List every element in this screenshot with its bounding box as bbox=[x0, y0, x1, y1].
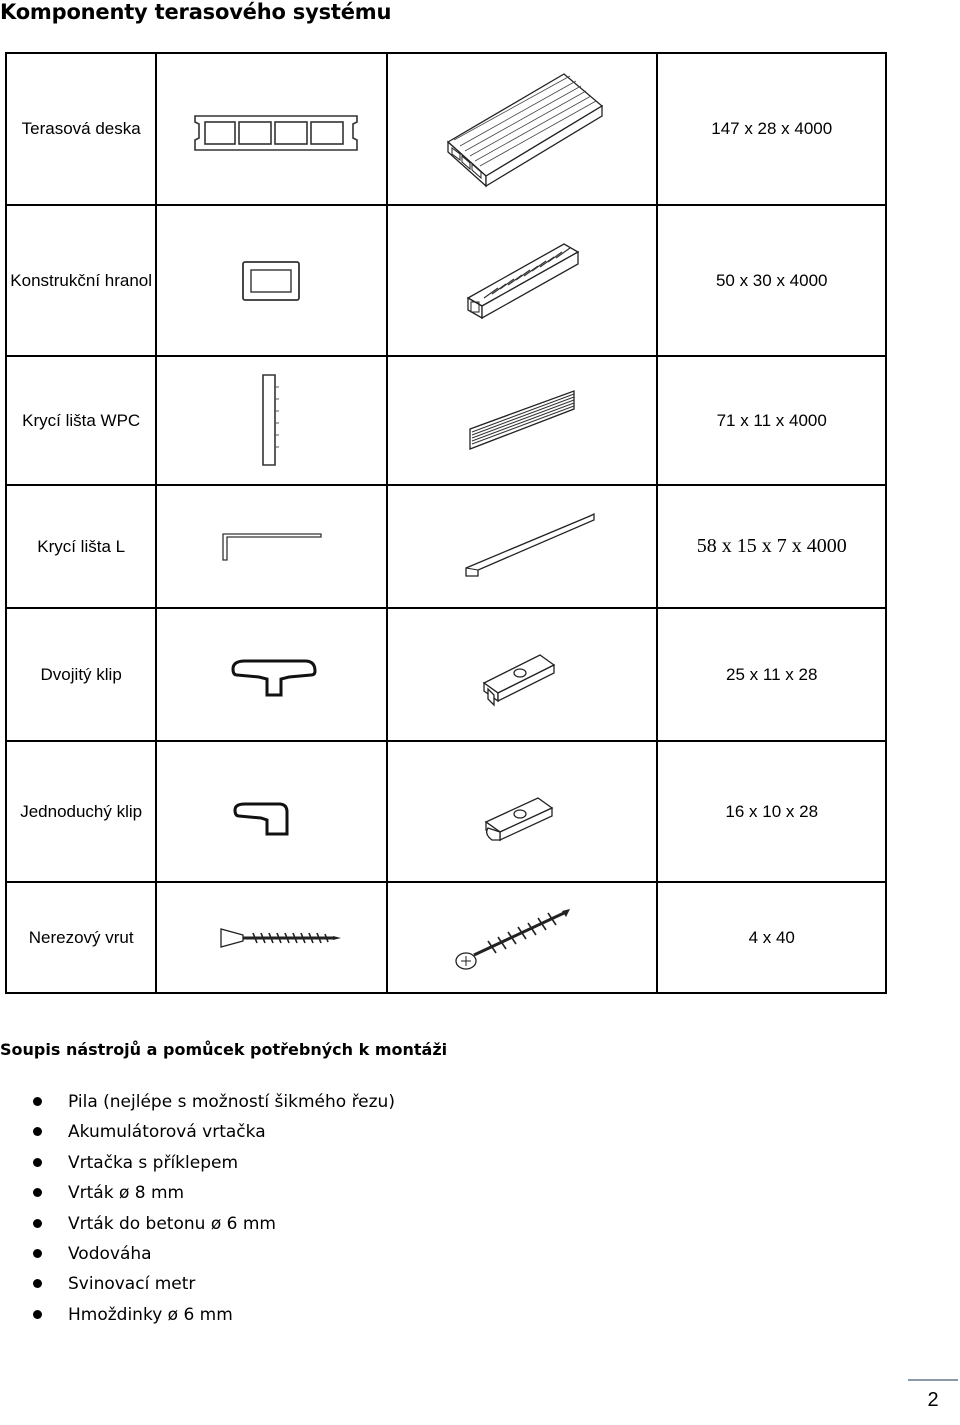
bullet-icon bbox=[33, 1158, 42, 1167]
page-number-box bbox=[908, 1379, 958, 1423]
bullet-icon bbox=[33, 1127, 42, 1136]
component-dimensions: 58 x 15 x 7 x 4000 bbox=[657, 485, 886, 608]
table-row bbox=[6, 205, 886, 356]
list-item-text: Hmoždinky ø 6 mm bbox=[68, 1304, 233, 1325]
component-dimensions: 71 x 11 x 4000 bbox=[657, 356, 886, 485]
component-dimensions: 147 x 28 x 4000 bbox=[657, 53, 886, 205]
double-clip-profile-icon bbox=[156, 608, 387, 741]
joist-icon bbox=[387, 205, 658, 356]
bullet-icon bbox=[33, 1279, 42, 1288]
component-name: Krycí lišta L bbox=[6, 485, 156, 608]
tools-section-title: Soupis nástrojů a pomůcek potřebných k montáži bbox=[0, 1040, 448, 1059]
cover-strip-icon bbox=[387, 356, 658, 485]
table-row bbox=[6, 485, 886, 608]
component-name: Konstrukční hranol bbox=[6, 205, 156, 356]
list-item-text: Akumulátorová vrtačka bbox=[68, 1122, 266, 1143]
component-name: Jednoduchý klip bbox=[6, 741, 156, 882]
table-row bbox=[6, 356, 886, 485]
joist-profile-icon bbox=[156, 205, 387, 356]
component-dimensions: 16 x 10 x 28 bbox=[657, 741, 886, 882]
list-item bbox=[0, 1240, 395, 1270]
list-item bbox=[0, 1088, 395, 1118]
bullet-icon bbox=[33, 1310, 42, 1319]
l-strip-icon bbox=[387, 485, 658, 608]
double-clip-icon bbox=[387, 608, 658, 741]
bullet-icon bbox=[33, 1249, 42, 1258]
list-item-text: Vodováha bbox=[68, 1243, 152, 1264]
list-item bbox=[0, 1179, 395, 1209]
bullet-icon bbox=[33, 1219, 42, 1228]
table-row bbox=[6, 741, 886, 882]
list-item bbox=[0, 1149, 395, 1179]
deck-board-icon bbox=[387, 53, 658, 205]
component-dimensions: 4 x 40 bbox=[657, 882, 886, 993]
tools-list bbox=[0, 1088, 395, 1331]
list-item-text: Vrtačka s příklepem bbox=[68, 1152, 239, 1173]
screw-icon bbox=[387, 882, 658, 993]
component-name: Dvojitý klip bbox=[6, 608, 156, 741]
component-name: Krycí lišta WPC bbox=[6, 356, 156, 485]
component-dimensions: 50 x 30 x 4000 bbox=[657, 205, 886, 356]
table-row bbox=[6, 53, 886, 205]
list-item-text: Vrták ø 8 mm bbox=[68, 1183, 185, 1204]
table-row bbox=[6, 882, 886, 993]
single-clip-icon bbox=[387, 741, 658, 882]
deck-board-profile-icon bbox=[156, 53, 387, 205]
bullet-icon bbox=[33, 1188, 42, 1197]
list-item bbox=[0, 1118, 395, 1148]
list-item-text: Svinovací metr bbox=[68, 1274, 196, 1295]
list-item bbox=[0, 1270, 395, 1300]
list-item-text: Pila (nejlépe s možností šikmého řezu) bbox=[68, 1092, 395, 1112]
single-clip-profile-icon bbox=[156, 741, 387, 882]
list-item bbox=[0, 1301, 395, 1331]
cover-strip-profile-icon bbox=[156, 356, 387, 485]
page-title: Komponenty terasového systému bbox=[0, 0, 392, 24]
component-dimensions: 25 x 11 x 28 bbox=[657, 608, 886, 741]
l-profile-icon bbox=[156, 485, 387, 608]
list-item bbox=[0, 1210, 395, 1240]
page-number: 2 bbox=[927, 1389, 939, 1411]
screw-side-icon bbox=[156, 882, 387, 993]
bullet-icon bbox=[33, 1097, 42, 1106]
table-row bbox=[6, 608, 886, 741]
component-name: Nerezový vrut bbox=[6, 882, 156, 993]
components-table bbox=[5, 52, 887, 994]
component-name: Terasová deska bbox=[6, 53, 156, 205]
list-item-text: Vrták do betonu ø 6 mm bbox=[68, 1213, 276, 1234]
